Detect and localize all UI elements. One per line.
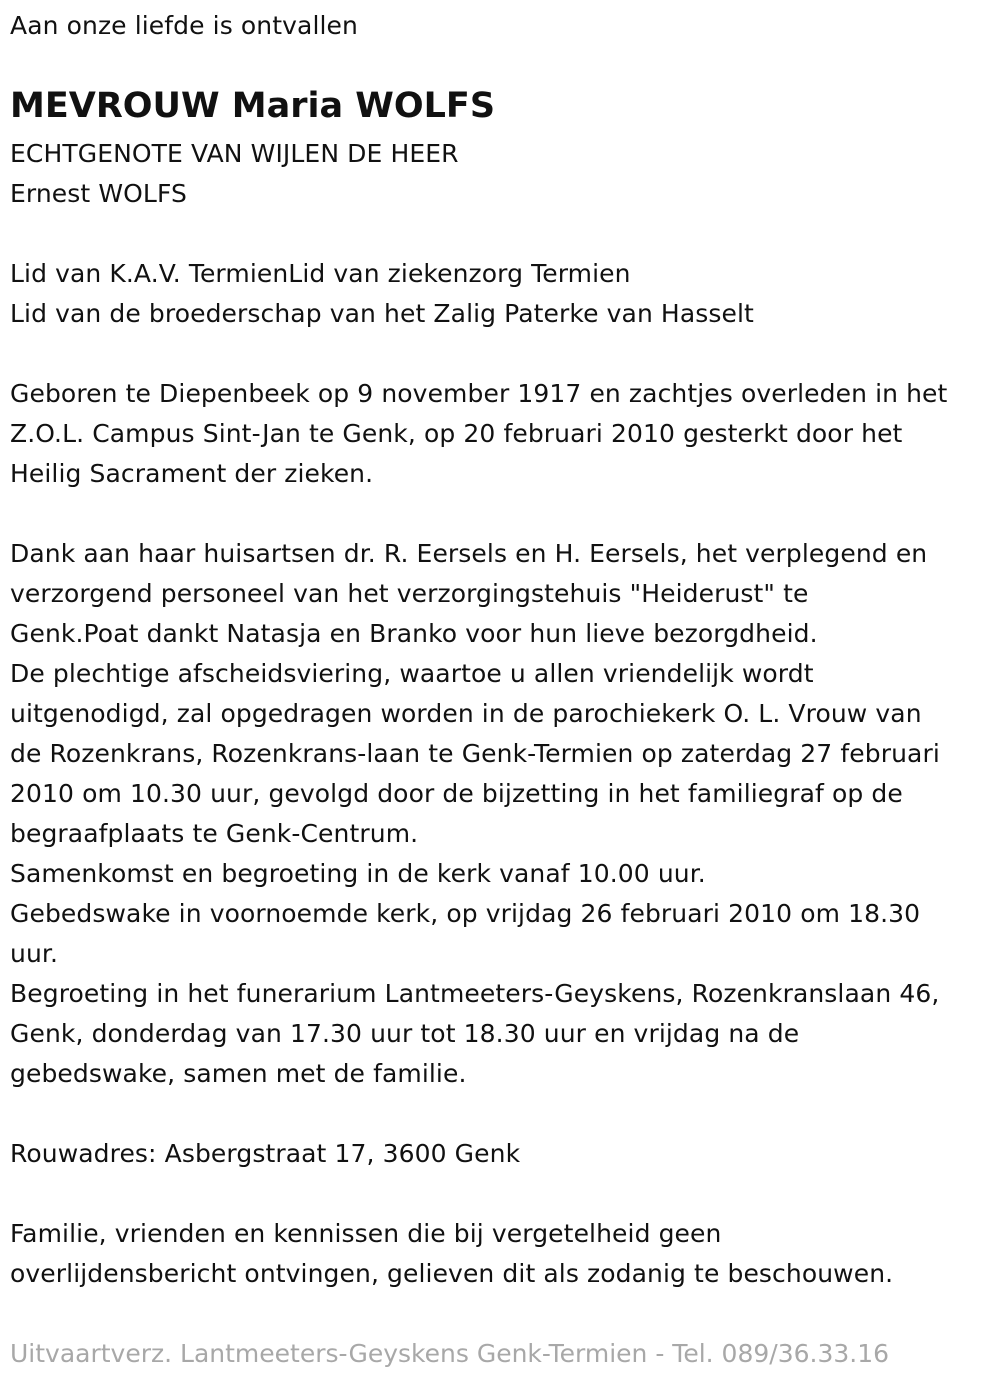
details-line: de Rozenkrans, Rozenkrans-laan te Genk-Termien op zaterdag 27 februari xyxy=(10,739,940,768)
relation-block xyxy=(10,134,459,214)
birth-death-line: Heilig Sacrament der zieken. xyxy=(10,459,374,488)
details-line: Genk, donderdag van 17.30 uur tot 18.30 uur en vrijdag na de xyxy=(10,1019,800,1048)
details-line: verzorgend personeel van het verzorgingstehuis "Heiderust" te xyxy=(10,579,809,608)
details-line: Samenkomst en begroeting in de kerk vanaf 10.00 uur. xyxy=(10,859,706,888)
memberships-block xyxy=(10,254,754,334)
relation-line: ECHTGENOTE VAN WIJLEN DE HEER xyxy=(10,139,459,168)
spouse-name: Ernest WOLFS xyxy=(10,179,187,208)
closing-line: overlijdensbericht ontvingen, gelieven dit als zodanig te beschouwen. xyxy=(10,1259,894,1288)
details-line: Gebedswake in voornoemde kerk, op vrijdag 26 februari 2010 om 18.30 xyxy=(10,899,921,928)
birth-death-block xyxy=(10,374,947,494)
funeral-home-footer: Uitvaartverz. Lantmeeters-Geyskens Genk-Termien - Tel. 089/36.33.16 xyxy=(10,1339,890,1368)
details-line: Dank aan haar huisartsen dr. R. Eersels en H. Eersels, het verplegend en xyxy=(10,539,928,568)
intro-text: Aan onze liefde is ontvallen xyxy=(10,11,358,40)
membership-line: Lid van de broederschap van het Zalig Paterke van Hasselt xyxy=(10,299,754,328)
details-line: Begroeting in het funerarium Lantmeeters-Geyskens, Rozenkranslaan 46, xyxy=(10,979,940,1008)
mourning-address: Rouwadres: Asbergstraat 17, 3600 Genk xyxy=(10,1139,521,1168)
birth-death-line: Geboren te Diepenbeek op 9 november 1917 en zachtjes overleden in het xyxy=(10,379,948,408)
details-line: uitgenodigd, zal opgedragen worden in de parochiekerk O. L. Vrouw van xyxy=(10,699,922,728)
details-line: begraafplaats te Genk-Centrum. xyxy=(10,819,419,848)
details-line: De plechtige afscheidsviering, waartoe u allen vriendelijk wordt xyxy=(10,659,814,688)
address-block xyxy=(10,1134,520,1174)
details-line: uur. xyxy=(10,939,59,968)
details-block xyxy=(10,534,940,1094)
details-line: 2010 om 10.30 uur, gevolgd door de bijzetting in het familiegraf op de xyxy=(10,779,903,808)
birth-death-line: Z.O.L. Campus Sint-Jan te Genk, op 20 februari 2010 gesterkt door het xyxy=(10,419,903,448)
closing-line: Familie, vrienden en kennissen die bij vergetelheid geen xyxy=(10,1219,722,1248)
deceased-name: MEVROUW Maria WOLFS xyxy=(10,86,496,126)
closing-block xyxy=(10,1214,893,1294)
details-line: Genk.Poat dankt Natasja en Branko voor hun lieve bezorgdheid. xyxy=(10,619,818,648)
details-line: gebedswake, samen met de familie. xyxy=(10,1059,467,1088)
membership-line: Lid van K.A.V. TermienLid van ziekenzorg Termien xyxy=(10,259,631,288)
